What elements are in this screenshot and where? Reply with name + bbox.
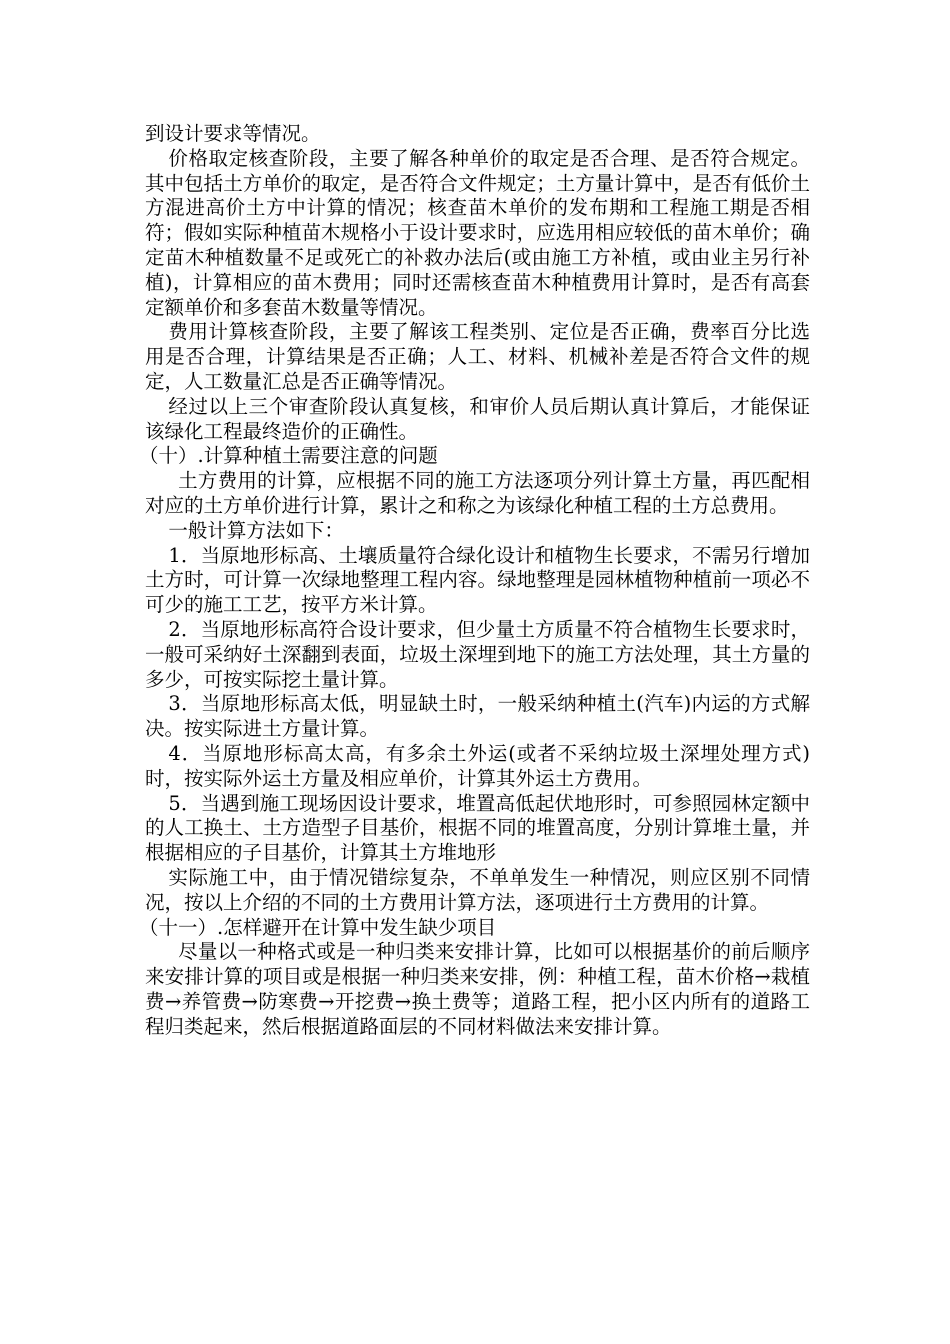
- list-item-2: 2．当原地形标高符合设计要求，但少量土方质量不符合植物生长要求时，一般可采纳好土深翻到表面，垃圾土深埋到地下的施工方法处理，其土方量的多少，可按实际挖土量计算。: [145, 617, 810, 691]
- document-page: [139, 122, 810, 1039]
- list-item-3: 3．当原地形标高太低，明显缺土时，一般采纳种植土(汽车)内运的方式解决。按实际进土方量计算。: [145, 692, 810, 741]
- list-item-5: 5．当遇到施工现场因设计要求，堆置高低起伏地形时，可参照园林定额中的人工换土、土方造型子目基价，根据不同的堆置高度，分别计算堆土量，并根据相应的子目基价，计算其土方堆地形: [145, 791, 810, 865]
- section-heading-10: （十）.计算种植土需要注意的问题: [139, 444, 438, 468]
- paragraph-continuation: 到设计要求等情况。: [145, 122, 321, 145]
- paragraph-method-intro: 一般计算方法如下：: [168, 518, 344, 542]
- paragraph-avoid-missing: 尽量以一种格式或是一种归类来安排计算，比如可以根据基价的前后顺序来安排计算的项目或是根据一种归类来安排，例：种植工程，苗木价格→栽植费→养管费→防寒费→开挖费→换土费等；道路工程，把小区内所有的道路工程归类起来，然后根据道路面层的不同材料做法来安排计算。: [145, 940, 810, 1038]
- paragraph-review-summary: 经过以上三个审查阶段认真复核，和审价人员后期认真计算后，才能保证该绿化工程最终造价的正确性。: [145, 394, 810, 443]
- paragraph-practice-note: 实际施工中，由于情况错综复杂，不单单发生一种情况，则应区别不同情况，按以上介绍的不同的土方费用计算方法，逐项进行土方费用的计算。: [145, 865, 810, 914]
- paragraph-earthwork-cost: 土方费用的计算，应根据不同的施工方法逐项分列计算土方量，再匹配相对应的土方单价进行计算，累计之和称之为该绿化种植工程的土方总费用。: [145, 469, 810, 517]
- paragraph-price-check: 价格取定核查阶段，主要了解各种单价的取定是否合理、是否符合规定。其中包括土方单价的取定，是否符合文件规定；土方量计算中，是否有低价土方混进高价土方中计算的情况；核查苗木单价的发布期和工程施工期是否相符；假如实际种植苗木规格小于设计要求时，应选用相应较低的苗木单价；确定苗木种植数量不足或死亡的补救办法后(或由施工方补植，或由业主另行补植)，计算相应的苗木费用；同时还需核查苗木种植费用计算时，是否有高套定额单价和多套苗木数量等情况。: [145, 146, 810, 319]
- section-heading-11: （十一）.怎样避开在计算中发生缺少项目: [139, 915, 497, 939]
- list-item-4: 4．当原地形标高太高，有多余土外运(或者不采纳垃圾土深埋处理方式)时，按实际外运土方量及相应单价，计算其外运土方费用。: [145, 741, 810, 790]
- list-item-1: 1．当原地形标高、土壤质量符合绿化设计和植物生长要求，不需另行增加土方时，可计算一次绿地整理工程内容。绿地整理是园林植物种植前一项必不可少的施工工艺，按平方米计算。: [145, 543, 810, 617]
- paragraph-cost-check: 费用计算核查阶段，主要了解该工程类别、定位是否正确，费率百分比选用是否合理，计算结果是否正确；人工、材料、机械补差是否符合文件的规定，人工数量汇总是否正确等情况。: [145, 320, 810, 393]
